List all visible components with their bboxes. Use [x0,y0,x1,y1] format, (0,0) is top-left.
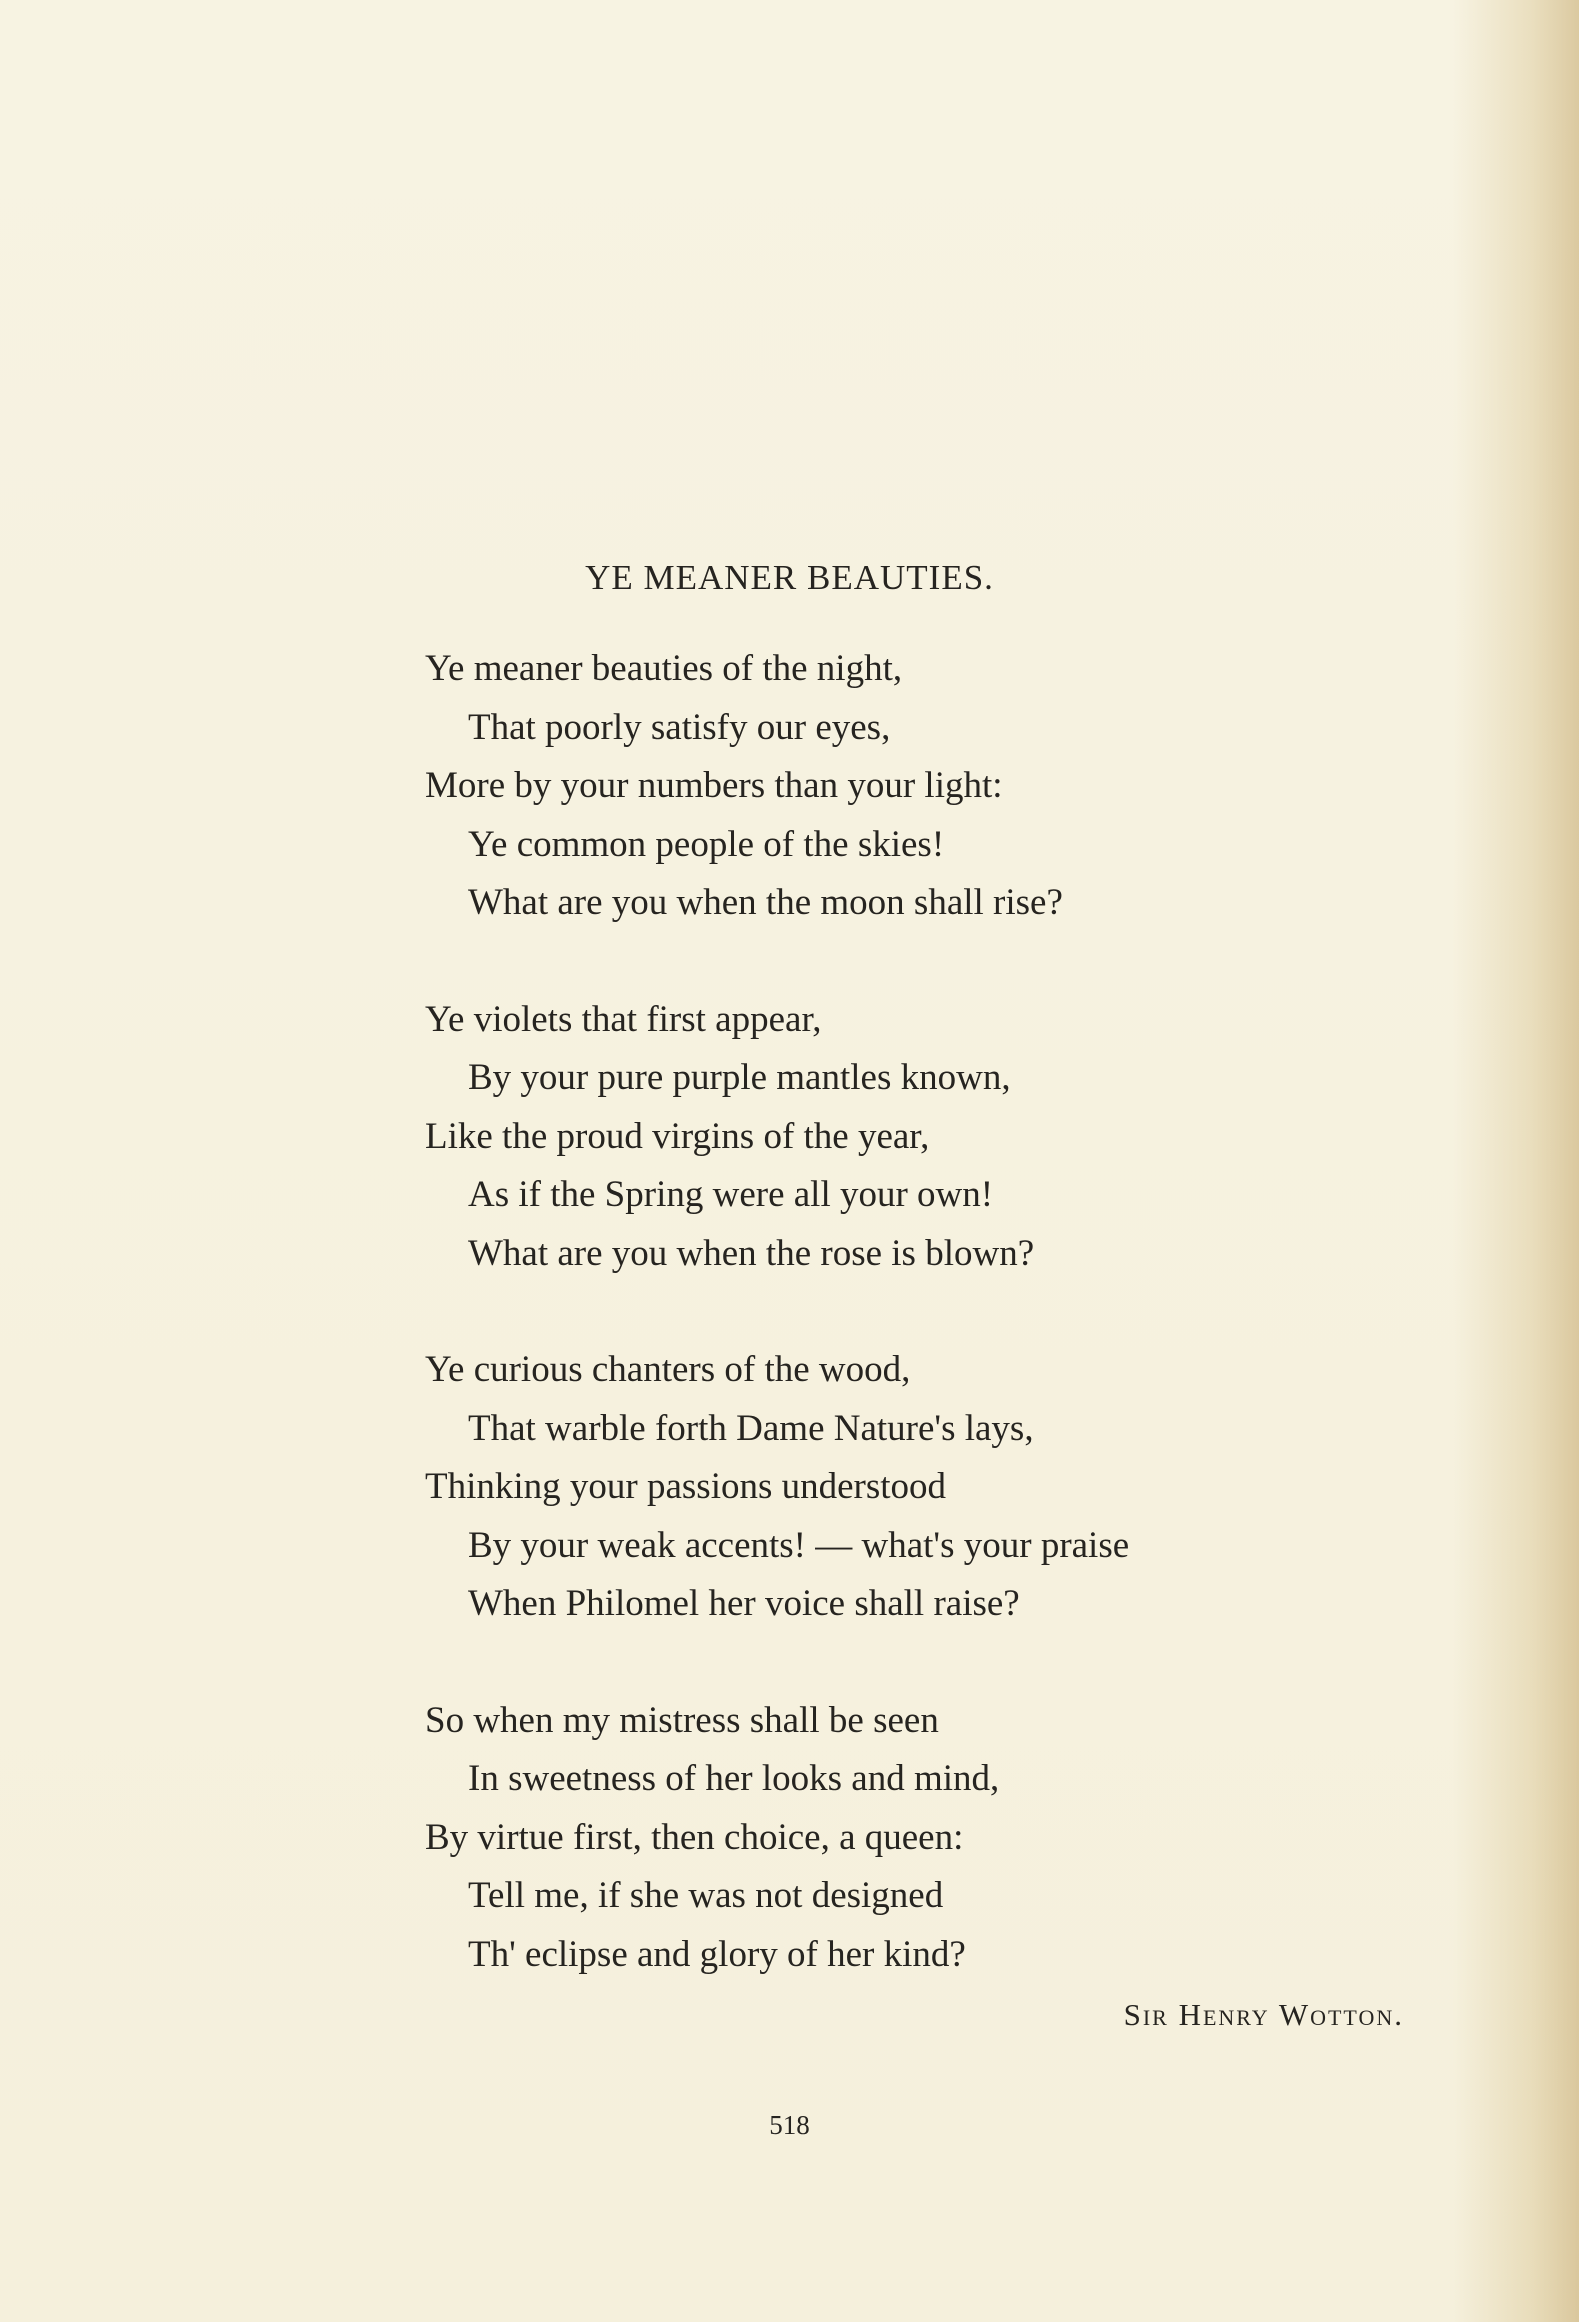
poem-line: That poorly satisfy our eyes, [468,706,891,748]
poem-line: By virtue first, then choice, a queen: [425,1816,964,1858]
poem-author: Sir Henry Wotton. [1123,1997,1404,2032]
poem-line: Th' eclipse and glory of her kind? [468,1933,966,1975]
poem-line: Thinking your passions understood [425,1466,947,1507]
poem-line: That warble forth Dame Nature's lays, [468,1407,1034,1449]
poem-line: By your pure purple mantles known, [468,1057,1011,1098]
poem-line: More by your numbers than your light: [425,765,1003,806]
poem-line: By your weak accents! — what's your praise [468,1524,1130,1566]
poem-line: What are you when the rose is blown? [468,1232,1035,1274]
poem-line: Ye meaner beauties of the night, [425,648,903,689]
poem-line: In sweetness of her looks and mind, [468,1758,1000,1799]
poem-line: Ye curious chanters of the wood, [425,1349,911,1390]
poem-line: When Philomel her voice shall raise? [468,1583,1020,1624]
poem-line: As if the Spring were all your own! [468,1174,994,1215]
poem-title: YE MEANER BEAUTIES. [585,558,994,597]
stanza-4 [425,1692,1475,1985]
poem-line: Ye common people of the skies! [468,823,945,865]
poem-line: Like the proud virgins of the year, [425,1115,930,1157]
poem-line: Ye violets that first appear, [425,998,822,1040]
page-number: 518 [769,2110,810,2140]
poem-line: What are you when the moon shall rise? [468,882,1063,923]
poem-line: So when my mistress shall be seen [425,1699,939,1741]
stanza-1 [425,640,1475,933]
stanza-2 [425,991,1475,1284]
poem-body [425,640,1475,2042]
stanza-3 [425,1341,1475,1634]
poem-line: Tell me, if she was not designed [468,1875,944,1916]
